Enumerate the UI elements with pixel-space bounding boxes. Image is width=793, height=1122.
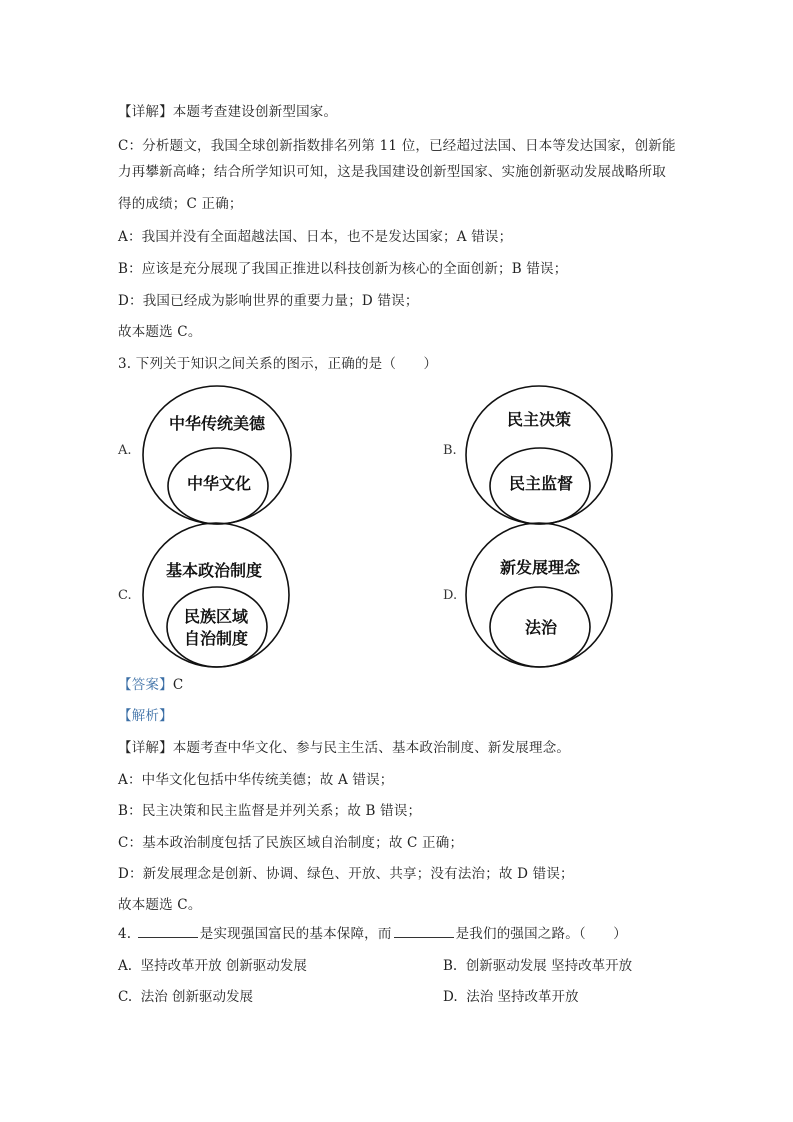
q3-c-inner-label-1: 民族区域 <box>183 607 249 626</box>
q3-detail-line: 【详解】本题考查中华文化、参与民主生活、基本政治制度、新发展理念。 <box>118 740 571 756</box>
answer-tag: 【答案】 <box>118 677 173 693</box>
q4-blank-2 <box>394 925 454 938</box>
q4-choice-d-label: D. <box>443 989 458 1005</box>
q3-option-b-label: B. <box>443 443 457 458</box>
q3-option-d-label: D. <box>443 588 458 603</box>
q2-a-line: A：我国并没有全面超越法国、日本，也不是发达国家；A 错误； <box>118 229 513 245</box>
q4-choice-a <box>118 957 307 975</box>
q4-stem-part2: 是我们的强国之路。（ ） <box>455 926 627 942</box>
q4-choice-a-text: 坚持改革开放 创新驱动发展 <box>140 958 307 974</box>
q3-conclusion: 故本题选 C。 <box>118 897 202 913</box>
q4-choice-d-text: 法治 坚持改革开放 <box>466 989 579 1005</box>
outer-ellipse <box>466 523 612 667</box>
q4-choice-b-text: 创新驱动发展 坚持改革开放 <box>465 958 633 974</box>
q3-b-line: B：民主决策和民主监督是并列关系；故 B 错误； <box>118 803 422 819</box>
q3-b-outer-label: 民主决策 <box>506 410 572 429</box>
inner-ellipse <box>167 587 267 667</box>
q4-blank-1 <box>138 925 198 938</box>
q3-analysis-tag: 【解析】 <box>118 708 173 724</box>
q4-stem-part1: 是实现强国富民的基本保障，而 <box>199 926 392 942</box>
q4-choice-a-label: A. <box>118 958 133 974</box>
q3-c-outer-label: 基本政治制度 <box>165 561 263 580</box>
q2-c-para-1: C：分析题文，我国全球创新指数排名列第 11 位，已经超过法国、日本等发达国家，创新能 <box>118 138 676 154</box>
q2-conclusion: 故本题选 C。 <box>118 324 202 340</box>
q3-diagram-d <box>464 520 620 672</box>
q3-c-line: C：基本政治制度包括了民族区域自治制度；故 C 正确； <box>118 835 464 851</box>
q3-d-outer-label: 新发展理念 <box>499 558 581 577</box>
q2-b-line: B：应该是充分展现了我国正推进以科技创新为核心的全面创新；B 错误； <box>118 261 568 277</box>
q2-detail-line: 【详解】本题考查建设创新型国家。 <box>118 104 338 120</box>
q4-stem <box>118 925 627 943</box>
q4-choice-c-text: 法治 创新驱动发展 <box>140 989 254 1005</box>
q3-answer <box>118 676 183 694</box>
q4-choice-c-label: C. <box>118 989 133 1005</box>
q2-d-line: D：我国已经成为影响世界的重要力量；D 错误； <box>118 293 419 309</box>
q3-c-inner-label-2: 自治制度 <box>183 629 249 648</box>
q3-d-inner-label: 法治 <box>524 618 558 637</box>
q3-option-c-label: C. <box>118 588 132 603</box>
outer-ellipse <box>143 386 291 524</box>
q4-choice-b-label: B. <box>443 958 458 974</box>
q3-option-a-label: A. <box>118 443 132 458</box>
answer-value: C <box>172 677 184 693</box>
q2-c-para-2: 力再攀新高峰；结合所学知识可知，这是我国建设创新型国家、实施创新驱动发展战略所取 <box>118 164 666 180</box>
q3-d-line: D：新发展理念是创新、协调、绿色、开放、共享；没有法治；故 D 错误； <box>118 866 574 882</box>
q4-choice-d <box>443 988 579 1006</box>
q3-a-line: A：中华文化包括中华传统美德；故 A 错误； <box>118 772 394 788</box>
q3-diagram-a <box>140 383 296 529</box>
q2-c-para-3: 得的成绩；C 正确； <box>118 196 243 212</box>
q4-number: 4. <box>118 926 132 942</box>
q3-stem: 3. 下列关于知识之间关系的图示，正确的是（ ） <box>118 356 438 372</box>
q3-b-inner-label: 民主监督 <box>508 474 574 493</box>
q4-choice-b <box>443 957 632 975</box>
q4-choice-c <box>118 988 253 1006</box>
q3-diagram-c <box>140 520 296 672</box>
q3-a-inner-label: 中华文化 <box>186 474 252 493</box>
q3-a-outer-label: 中华传统美德 <box>168 414 266 433</box>
outer-ellipse <box>466 386 612 524</box>
q3-diagram-b <box>464 383 620 529</box>
